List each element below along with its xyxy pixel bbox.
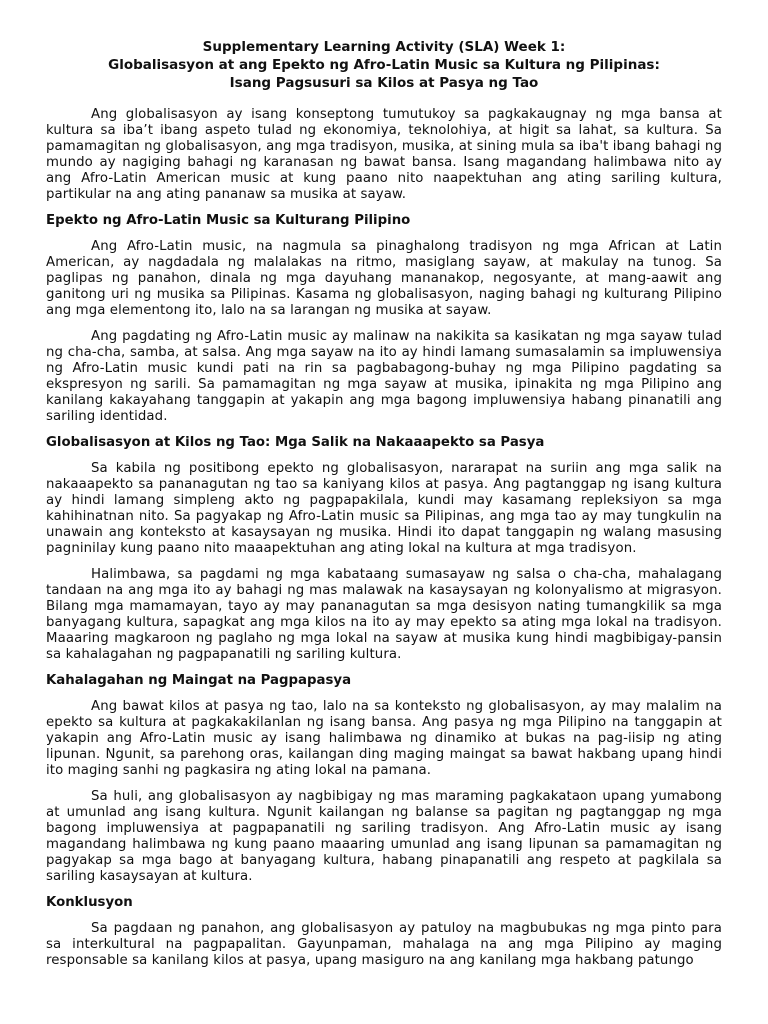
section3-paragraph-2: Sa huli, ang globalisasyon ay nagbibigay ng mas maraming pagkakataon upang yumabong at umunlad ang isang kultura. Ngunit kailangan ng balanse sa pagitan ng pagtanggap ng mga bagong impluwensiya at pagpapanatili ng sariling tradisyon. Ang Afro-Latin music ay isang magandang halimbawa ng kung paano maaaring umunlad ang isang lipunan sa pamamagitan ng pagyakap sa mga bago at banyagang kultura, habang pinapanatili ang respeto at pagkilala sa sariling kasaysayan at kultura. bbox=[46, 789, 722, 884]
title-line-3: Isang Pagsusuri sa Kilos at Pasya ng Tao bbox=[229, 75, 539, 91]
title-line-2: Globalisasyon at ang Epekto ng Afro-Latin Music sa Kultura ng Pilipinas: bbox=[108, 57, 660, 73]
section-heading-kahalagahan: Kahalagahan ng Maingat na Pagpapasya bbox=[46, 673, 352, 688]
intro-paragraph: Ang globalisasyon ay isang konseptong tumutukoy sa pagkakaugnay ng mga bansa at kultura sa iba’t ibang aspeto tulad ng ekonomiya, teknolohiya, at higit sa lahat, sa kultura. Sa pamamagitan ng globalisasyon, ang mga tradisyon, musika, at sining mula sa iba't ibang bahagi ng mundo ay nagiging bahagi ng karanasan ng bawat bansa. Isang magandang halimbawa nito ay ang Afro-Latin American music at kung paano nito naapektuhan ang ating sariling kultura, partikular na ang ating pananaw sa musika at sayaw. bbox=[46, 107, 722, 202]
section2-paragraph-2: Halimbawa, sa pagdami ng mga kabataang sumasayaw ng salsa o cha-cha, mahalagang tandaan na ang mga ito ay bahagi ng mas malawak na kasaysayan ng kolonyalismo at migrasyon. Bilang mga mamamayan, tayo ay may pananagutan sa mga desisyon nating tumangkilik sa mga banyagang kultura, sapagkat ang mga kilos na ito ay may epekto sa ating mga lokal na tradisyon. Maaaring magkaroon ng paglaho ng mga lokal na sayaw at musika kung hindi magbibigay-pansin sa kahalagahan ng pagpapanatili ng sariling kultura. bbox=[46, 567, 722, 662]
document-title bbox=[46, 38, 722, 92]
title-line-1: Supplementary Learning Activity (SLA) Week 1: bbox=[202, 39, 566, 55]
section-heading-epekto: Epekto ng Afro-Latin Music sa Kulturang Pilipino bbox=[46, 213, 411, 228]
section1-paragraph-1: Ang Afro-Latin music, na nagmula sa pinaghalong tradisyon ng mga African at Latin American, ay nagdadala ng malalakas na ritmo, masiglang sayaw, at makulay na tunog. Sa paglipas ng panahon, dinala ng mga dayuhang mananakop, negosyante, at mang-aawit ang ganitong uri ng musika sa Pilipinas. Kasama ng globalisasyon, naging bahagi ng kulturang Pilipino ang mga elementong ito, lalo na sa larangan ng musika at sayaw. bbox=[46, 239, 722, 318]
section-heading-globalisasyon: Globalisasyon at Kilos ng Tao: Mga Salik na Nakaaapekto sa Pasya bbox=[46, 435, 545, 450]
section-heading-konklusyon: Konklusyon bbox=[46, 895, 133, 910]
section2-paragraph-1: Sa kabila ng positibong epekto ng globalisasyon, nararapat na suriin ang mga salik na nakaaapekto sa pananagutan ng tao sa kaniyang kilos at pasya. Ang pagtanggap ng isang kultura ay hindi lamang simpleng akto ng pagpapakilala, kundi may kasamang repleksiyon sa mga kahihinatnan nito. Sa pagyakap ng Afro-Latin music sa Pilipinas, ang mga tao ay may tungkulin na unawain ang konteksto at kasaysayan ng musika. Hindi ito dapat tanggapin ng walang masusing pagninilay kung paano nito maaapektuhan ang ating lokal na kultura at mga tradisyon. bbox=[46, 461, 722, 556]
section3-paragraph-1: Ang bawat kilos at pasya ng tao, lalo na sa konteksto ng globalisasyon, ay may malalim na epekto sa kultura at pagkakakilanlan ng isang bansa. Ang pasya ng mga Pilipino na tanggapin at yakapin ang Afro-Latin music ay isang halimbawa ng dinamiko at bukas na pag-iisip ng ating lipunan. Ngunit, sa parehong oras, kailangan ding maging maingat sa bawat hakbang upang hindi ito maging sanhi ng pagkasira ng ating lokal na pamana. bbox=[46, 699, 722, 778]
section1-paragraph-2: Ang pagdating ng Afro-Latin music ay malinaw na nakikita sa kasikatan ng mga sayaw tulad ng cha-cha, samba, at salsa. Ang mga sayaw na ito ay hindi lamang sumasalamin sa impluwensiya ng Afro-Latin music kundi pati na rin sa pagbabagong-buhay ng mga Pilipino pagdating sa ekspresyon ng sarili. Sa pamamagitan ng mga sayaw at musika, ipinakita ng mga Pilipino ang kanilang kakayahang tanggapin at yakapin ang mga bagong impluwensiya habang pinanatili ang sariling identidad. bbox=[46, 329, 722, 424]
conclusion-paragraph: Sa pagdaan ng panahon, ang globalisasyon ay patuloy na magbubukas ng mga pinto para sa interkultural na pagpapalitan. Gayunpaman, mahalaga na ang mga Pilipino ay maging responsable sa kanilang kilos at pasya, upang masiguro na ang kanilang mga hakbang patungo bbox=[46, 921, 722, 968]
